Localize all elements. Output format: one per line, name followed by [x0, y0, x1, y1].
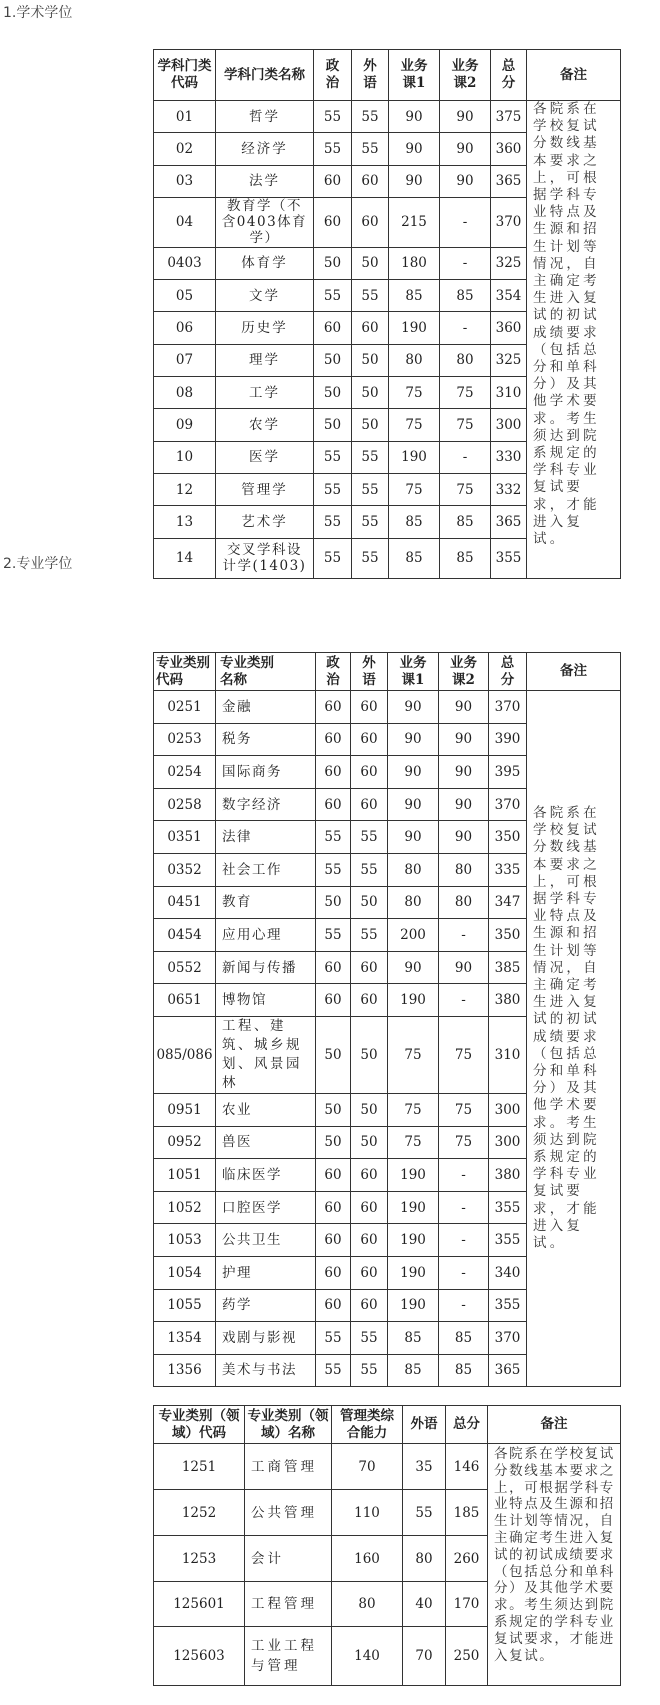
- cell-course1: 85: [389, 506, 440, 538]
- cell-politics: 60: [316, 1289, 351, 1322]
- cell-code: 0951: [154, 1093, 216, 1126]
- cell-name: 博物馆: [216, 984, 316, 1017]
- table-row: [154, 1444, 621, 1490]
- cell-code: 13: [154, 506, 216, 538]
- cell-code: 09: [154, 409, 216, 441]
- cell-politics: 55: [316, 821, 351, 854]
- cell-politics: 60: [314, 312, 352, 344]
- cell-name: 交叉学科设计学(1403): [216, 538, 314, 579]
- cell-total: 365: [491, 165, 527, 197]
- cell-course1: 90: [388, 821, 439, 854]
- cell-name: 国际商务: [216, 756, 316, 789]
- cell-course1: 90: [388, 788, 439, 821]
- cell-foreign: 60: [351, 788, 388, 821]
- cell-code: 04: [154, 198, 216, 248]
- header-total: 总分: [491, 50, 527, 101]
- cell-foreign: 50: [352, 376, 389, 408]
- cell-course2: 80: [440, 344, 491, 376]
- cell-total: 370: [489, 1322, 527, 1355]
- cell-total: 340: [489, 1256, 527, 1289]
- header-code: 专业类别（领域）代码: [154, 1406, 245, 1444]
- cell-course2: 90: [439, 951, 489, 984]
- cell-politics: 55: [314, 133, 352, 165]
- cell-code: 05: [154, 279, 216, 311]
- cell-course1: 80: [388, 886, 439, 919]
- cell-total: 365: [489, 1354, 527, 1387]
- cell-code: 0251: [154, 691, 216, 724]
- cell-politics: 50: [316, 1126, 351, 1159]
- cell-name: 会计: [245, 1536, 332, 1582]
- header-total: 总分: [489, 653, 527, 691]
- cell-foreign: 50: [351, 1016, 388, 1093]
- cell-politics: 55: [316, 919, 351, 952]
- cell-name: 税务: [216, 723, 316, 756]
- cell-politics: 50: [314, 344, 352, 376]
- cell-foreign: 50: [351, 1126, 388, 1159]
- header-name: 学科门类名称: [216, 50, 314, 101]
- cell-course1: 190: [389, 312, 440, 344]
- cell-foreign: 55: [352, 133, 389, 165]
- cell-name: 农业: [216, 1093, 316, 1126]
- cell-course1: 190: [388, 1191, 439, 1224]
- management-degree-table: [153, 1405, 621, 1686]
- header-code: 学科门类代码: [154, 50, 216, 101]
- cell-code: 0451: [154, 886, 216, 919]
- cell-foreign: 55: [351, 821, 388, 854]
- cell-politics: 60: [316, 1256, 351, 1289]
- cell-total: 395: [489, 756, 527, 789]
- header-code: 专业类别代码: [154, 653, 216, 691]
- cell-name: 工程管理: [245, 1582, 332, 1627]
- cell-politics: 60: [314, 198, 352, 248]
- cell-foreign: 55: [352, 279, 389, 311]
- cell-name: 教育学（不含0403体育学）: [216, 198, 314, 248]
- cell-code: 125603: [154, 1627, 245, 1686]
- cell-course2: -: [440, 198, 491, 248]
- cell-foreign: 55: [352, 506, 389, 538]
- cell-politics: 55: [314, 473, 352, 505]
- cell-course1: 75: [389, 376, 440, 408]
- cell-total: 335: [489, 853, 527, 886]
- header-course2: 业务课2: [439, 653, 489, 691]
- cell-name: 工程、建筑、城乡规划、风景园林: [216, 1016, 316, 1093]
- cell-course1: 190: [388, 984, 439, 1017]
- cell-politics: 60: [316, 1191, 351, 1224]
- cell-foreign: 50: [352, 409, 389, 441]
- cell-course1: 190: [389, 441, 440, 473]
- cell-course2: 90: [439, 788, 489, 821]
- cell-course2: -: [440, 247, 491, 279]
- cell-politics: 50: [314, 247, 352, 279]
- cell-foreign: 60: [351, 1256, 388, 1289]
- cell-foreign: 50: [352, 247, 389, 279]
- cell-foreign: 55: [352, 441, 389, 473]
- cell-name: 金融: [216, 691, 316, 724]
- cell-management: 70: [332, 1444, 403, 1490]
- header-total: 总分: [446, 1406, 488, 1444]
- cell-course1: 75: [389, 409, 440, 441]
- cell-politics: 55: [314, 538, 352, 579]
- cell-code: 1052: [154, 1191, 216, 1224]
- cell-name: 教育: [216, 886, 316, 919]
- table-row: [154, 691, 621, 724]
- cell-politics: 50: [316, 1093, 351, 1126]
- cell-code: 0254: [154, 756, 216, 789]
- cell-total: 370: [491, 198, 527, 248]
- cell-total: 146: [446, 1444, 488, 1490]
- cell-code: 12: [154, 473, 216, 505]
- cell-politics: 60: [316, 984, 351, 1017]
- cell-total: 330: [491, 441, 527, 473]
- cell-code: 0552: [154, 951, 216, 984]
- cell-course1: 190: [388, 1159, 439, 1192]
- cell-course2: 75: [440, 409, 491, 441]
- table-row: [154, 101, 621, 133]
- cell-course2: -: [439, 1289, 489, 1322]
- cell-total: 355: [489, 1191, 527, 1224]
- cell-name: 理学: [216, 344, 314, 376]
- cell-name: 工业工程与管理: [245, 1627, 332, 1686]
- cell-course1: 190: [388, 1256, 439, 1289]
- cell-name: 护理: [216, 1256, 316, 1289]
- header-foreign: 外语: [351, 653, 388, 691]
- cell-code: 1354: [154, 1322, 216, 1355]
- cell-course2: 75: [439, 1093, 489, 1126]
- header-note: 备注: [488, 1406, 621, 1444]
- cell-politics: 55: [314, 279, 352, 311]
- cell-name: 经济学: [216, 133, 314, 165]
- cell-total: 370: [489, 691, 527, 724]
- header-name: 专业类别名称: [216, 653, 316, 691]
- cell-course2: -: [439, 984, 489, 1017]
- cell-course2: 90: [440, 165, 491, 197]
- cell-code: 08: [154, 376, 216, 408]
- cell-course1: 90: [388, 723, 439, 756]
- cell-politics: 50: [314, 409, 352, 441]
- cell-total: 380: [489, 984, 527, 1017]
- cell-course1: 215: [389, 198, 440, 248]
- cell-total: 325: [491, 344, 527, 376]
- cell-name: 兽医: [216, 1126, 316, 1159]
- cell-politics: 55: [314, 101, 352, 133]
- cell-course2: -: [439, 1191, 489, 1224]
- cell-code: 1053: [154, 1224, 216, 1257]
- cell-course1: 90: [388, 691, 439, 724]
- cell-name: 临床医学: [216, 1159, 316, 1192]
- cell-course2: 85: [440, 506, 491, 538]
- cell-politics: 55: [316, 853, 351, 886]
- cell-course1: 190: [388, 1224, 439, 1257]
- cell-course2: 75: [439, 1016, 489, 1093]
- cell-code: 1356: [154, 1354, 216, 1387]
- cell-total: 360: [491, 133, 527, 165]
- cell-course1: 200: [388, 919, 439, 952]
- header-foreign: 外语: [352, 50, 389, 101]
- cell-foreign: 40: [403, 1582, 446, 1627]
- table-header-row: [154, 1406, 621, 1444]
- cell-foreign: 50: [351, 1093, 388, 1126]
- cell-name: 戏剧与影视: [216, 1322, 316, 1355]
- cell-politics: 60: [314, 165, 352, 197]
- cell-name: 药学: [216, 1289, 316, 1322]
- cell-foreign: 55: [351, 1354, 388, 1387]
- cell-total: 325: [491, 247, 527, 279]
- cell-name: 哲学: [216, 101, 314, 133]
- cell-course1: 85: [389, 279, 440, 311]
- cell-total: 260: [446, 1536, 488, 1582]
- cell-foreign: 60: [352, 198, 389, 248]
- table-header-row: [154, 653, 621, 691]
- cell-course1: 85: [388, 1354, 439, 1387]
- cell-name: 口腔医学: [216, 1191, 316, 1224]
- cell-politics: 55: [316, 1354, 351, 1387]
- cell-name: 公共管理: [245, 1490, 332, 1536]
- cell-foreign: 55: [403, 1490, 446, 1536]
- cell-course2: 75: [439, 1126, 489, 1159]
- cell-total: 380: [489, 1159, 527, 1192]
- cell-politics: 60: [316, 788, 351, 821]
- cell-total: 185: [446, 1490, 488, 1536]
- cell-total: 332: [491, 473, 527, 505]
- cell-foreign: 60: [351, 756, 388, 789]
- cell-course2: 90: [439, 756, 489, 789]
- cell-course1: 80: [388, 853, 439, 886]
- cell-code: 03: [154, 165, 216, 197]
- header-note: 备注: [527, 50, 621, 101]
- cell-course2: 85: [439, 1354, 489, 1387]
- cell-code: 0403: [154, 247, 216, 279]
- cell-management: 80: [332, 1582, 403, 1627]
- cell-management: 110: [332, 1490, 403, 1536]
- cell-foreign: 70: [403, 1627, 446, 1686]
- cell-total: 300: [491, 409, 527, 441]
- cell-name: 新闻与传播: [216, 951, 316, 984]
- cell-foreign: 35: [403, 1444, 446, 1490]
- cell-course1: 75: [388, 1093, 439, 1126]
- cell-code: 0258: [154, 788, 216, 821]
- cell-foreign: 60: [351, 1289, 388, 1322]
- cell-course1: 75: [389, 473, 440, 505]
- cell-course2: -: [440, 441, 491, 473]
- cell-name: 农学: [216, 409, 314, 441]
- cell-foreign: 60: [351, 691, 388, 724]
- cell-course2: 90: [440, 101, 491, 133]
- cell-name: 法学: [216, 165, 314, 197]
- cell-management: 160: [332, 1536, 403, 1582]
- cell-course1: 75: [388, 1016, 439, 1093]
- cell-code: 1054: [154, 1256, 216, 1289]
- cell-total: 350: [489, 821, 527, 854]
- cell-course2: -: [439, 1224, 489, 1257]
- cell-course2: -: [439, 919, 489, 952]
- note-cell: 各院系在学校复试分数线基本要求之上，可根据学科专业特点及生源和招生计划等情况，自主确定考生进入复试的初试成绩要求（包括总分和单科分）及其他学术要求。考生须达到院系规定的学科专业复试要求，才能进入复试。: [488, 1444, 621, 1686]
- cell-politics: 50: [316, 1016, 351, 1093]
- cell-foreign: 50: [352, 344, 389, 376]
- cell-total: 355: [491, 538, 527, 579]
- cell-politics: 55: [314, 506, 352, 538]
- cell-course2: 80: [439, 886, 489, 919]
- cell-code: 0651: [154, 984, 216, 1017]
- cell-foreign: 80: [403, 1536, 446, 1582]
- cell-course2: 90: [439, 723, 489, 756]
- professional-degree-table: [153, 652, 621, 1387]
- cell-foreign: 60: [352, 312, 389, 344]
- cell-code: 0351: [154, 821, 216, 854]
- cell-name: 应用心理: [216, 919, 316, 952]
- cell-course1: 85: [388, 1322, 439, 1355]
- cell-course2: 90: [439, 821, 489, 854]
- cell-politics: 55: [314, 441, 352, 473]
- cell-foreign: 60: [351, 984, 388, 1017]
- cell-foreign: 60: [351, 723, 388, 756]
- header-foreign: 外语: [403, 1406, 446, 1444]
- cell-course1: 90: [388, 951, 439, 984]
- cell-course1: 90: [389, 133, 440, 165]
- cell-name: 工学: [216, 376, 314, 408]
- cell-name: 公共卫生: [216, 1224, 316, 1257]
- cell-total: 355: [489, 1224, 527, 1257]
- cell-course1: 75: [388, 1126, 439, 1159]
- cell-code: 1055: [154, 1289, 216, 1322]
- cell-politics: 60: [316, 951, 351, 984]
- cell-code: 1051: [154, 1159, 216, 1192]
- cell-name: 法律: [216, 821, 316, 854]
- cell-code: 125601: [154, 1582, 245, 1627]
- cell-total: 300: [489, 1093, 527, 1126]
- cell-course1: 80: [389, 344, 440, 376]
- cell-code: 1252: [154, 1490, 245, 1536]
- cell-name: 管理学: [216, 473, 314, 505]
- note-cell: 各院系在学校复试分数线基本要求之上，可根据学科专业特点及生源和招生计划等情况，自主确定考生进入复试的初试成绩要求（包括总分和单科分）及其他学术要求。考生须达到院系规定的学科专业复试要求，才能进入复试。: [527, 691, 621, 1387]
- note-cell: 各院系在学校复试分数线基本要求之上，可根据学科专业特点及生源和招生计划等情况，自主确定考生进入复试的初试成绩要求（包括总分和单科分）及其他学术要求。考生须达到院系规定的学科专业复试要求，才能进入复试。: [527, 101, 621, 579]
- cell-politics: 50: [314, 376, 352, 408]
- cell-total: 300: [489, 1126, 527, 1159]
- cell-total: 360: [491, 312, 527, 344]
- cell-code: 085/086: [154, 1016, 216, 1093]
- cell-code: 01: [154, 101, 216, 133]
- cell-total: 310: [489, 1016, 527, 1093]
- cell-course2: 90: [440, 133, 491, 165]
- cell-politics: 55: [316, 1322, 351, 1355]
- cell-name: 体育学: [216, 247, 314, 279]
- cell-course1: 90: [388, 756, 439, 789]
- cell-code: 1251: [154, 1444, 245, 1490]
- cell-course2: 80: [439, 853, 489, 886]
- table-header-row: [154, 50, 621, 101]
- header-course1: 业务课1: [389, 50, 440, 101]
- header-course1: 业务课1: [388, 653, 439, 691]
- cell-foreign: 50: [351, 886, 388, 919]
- cell-foreign: 60: [351, 1224, 388, 1257]
- cell-total: 390: [489, 723, 527, 756]
- cell-course2: 85: [439, 1322, 489, 1355]
- cell-course2: 85: [440, 538, 491, 579]
- cell-name: 美术与书法: [216, 1354, 316, 1387]
- cell-course2: 75: [440, 473, 491, 505]
- cell-total: 365: [491, 506, 527, 538]
- cell-total: 354: [491, 279, 527, 311]
- section-title-professional: 2.专业学位: [3, 556, 73, 572]
- header-note: 备注: [527, 653, 621, 691]
- header-politics: 政治: [314, 50, 352, 101]
- cell-foreign: 55: [352, 538, 389, 579]
- academic-degree-table: [153, 49, 621, 579]
- cell-total: 347: [489, 886, 527, 919]
- cell-code: 10: [154, 441, 216, 473]
- cell-foreign: 55: [351, 853, 388, 886]
- cell-course1: 90: [389, 165, 440, 197]
- cell-total: 250: [446, 1627, 488, 1686]
- cell-total: 385: [489, 951, 527, 984]
- header-politics: 政治: [316, 653, 351, 691]
- cell-course2: 75: [440, 376, 491, 408]
- cell-foreign: 55: [351, 919, 388, 952]
- cell-name: 医学: [216, 441, 314, 473]
- cell-politics: 60: [316, 691, 351, 724]
- cell-politics: 50: [316, 886, 351, 919]
- cell-foreign: 60: [351, 951, 388, 984]
- cell-name: 社会工作: [216, 853, 316, 886]
- cell-management: 140: [332, 1627, 403, 1686]
- cell-course2: 90: [439, 691, 489, 724]
- cell-course2: 85: [440, 279, 491, 311]
- cell-code: 0454: [154, 919, 216, 952]
- cell-total: 310: [491, 376, 527, 408]
- header-management: 管理类综合能力: [332, 1406, 403, 1444]
- cell-course1: 180: [389, 247, 440, 279]
- section-title-academic: 1.学术学位: [3, 5, 73, 21]
- cell-total: 370: [489, 788, 527, 821]
- cell-foreign: 55: [352, 473, 389, 505]
- cell-total: 350: [489, 919, 527, 952]
- cell-code: 0253: [154, 723, 216, 756]
- cell-code: 06: [154, 312, 216, 344]
- cell-code: 14: [154, 538, 216, 579]
- cell-name: 历史学: [216, 312, 314, 344]
- cell-course1: 85: [389, 538, 440, 579]
- cell-course1: 190: [388, 1289, 439, 1322]
- cell-foreign: 60: [351, 1191, 388, 1224]
- header-name: 专业类别（领域）名称: [245, 1406, 332, 1444]
- cell-name: 文学: [216, 279, 314, 311]
- cell-foreign: 60: [351, 1159, 388, 1192]
- cell-politics: 60: [316, 1224, 351, 1257]
- cell-code: 0952: [154, 1126, 216, 1159]
- cell-course1: 90: [389, 101, 440, 133]
- cell-total: 170: [446, 1582, 488, 1627]
- cell-politics: 60: [316, 756, 351, 789]
- cell-course2: -: [440, 312, 491, 344]
- cell-total: 355: [489, 1289, 527, 1322]
- cell-name: 工商管理: [245, 1444, 332, 1490]
- cell-foreign: 60: [352, 165, 389, 197]
- header-course2: 业务课2: [440, 50, 491, 101]
- cell-politics: 60: [316, 723, 351, 756]
- cell-politics: 60: [316, 1159, 351, 1192]
- cell-course2: -: [439, 1256, 489, 1289]
- cell-course2: -: [439, 1159, 489, 1192]
- cell-name: 艺术学: [216, 506, 314, 538]
- cell-foreign: 55: [351, 1322, 388, 1355]
- cell-code: 0352: [154, 853, 216, 886]
- cell-total: 375: [491, 101, 527, 133]
- cell-code: 02: [154, 133, 216, 165]
- cell-name: 数字经济: [216, 788, 316, 821]
- cell-code: 1253: [154, 1536, 245, 1582]
- cell-code: 07: [154, 344, 216, 376]
- cell-foreign: 55: [352, 101, 389, 133]
